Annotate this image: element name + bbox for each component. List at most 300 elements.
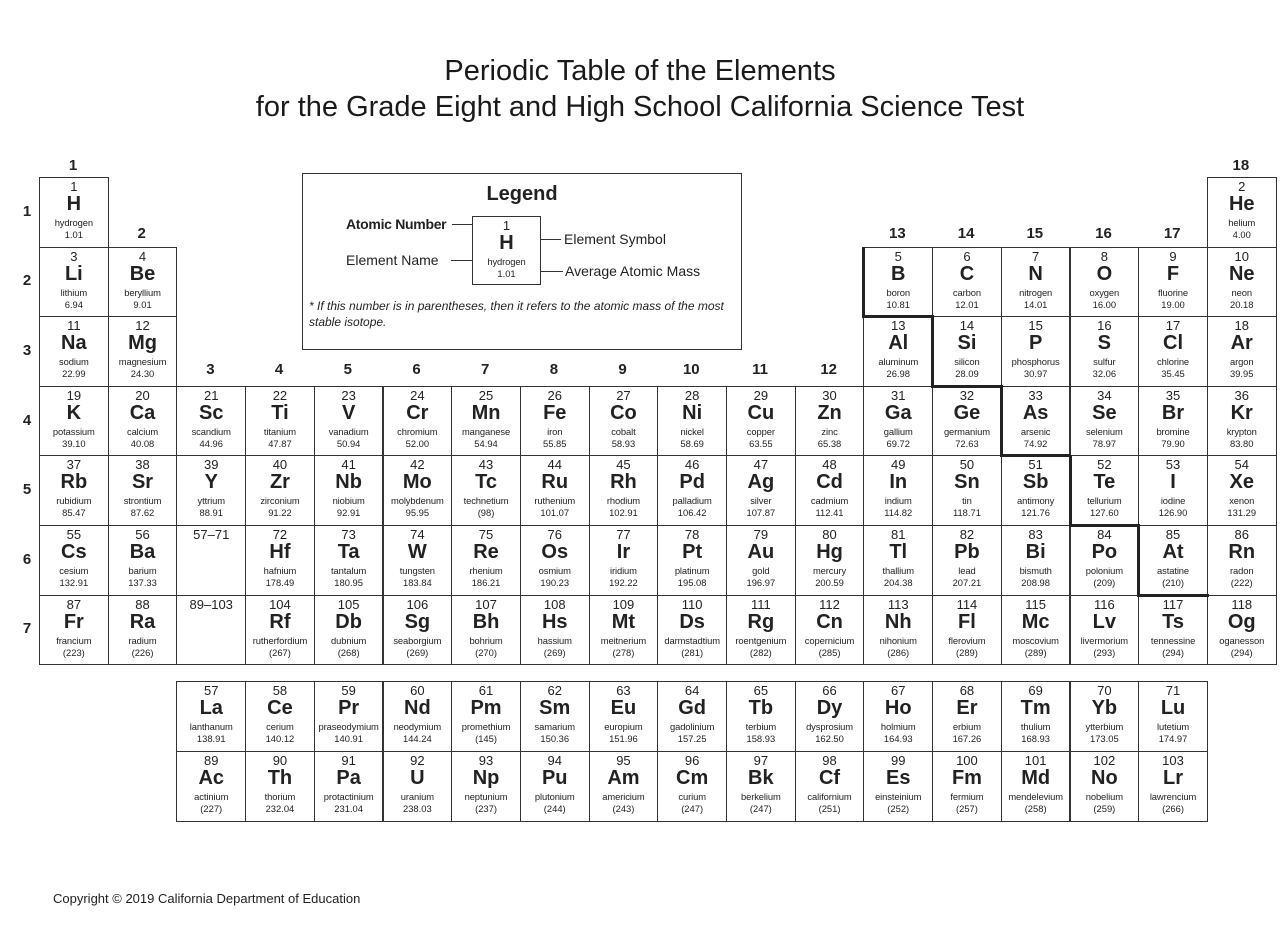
atomic-mass: 55.85	[543, 437, 567, 449]
element-cell-og	[1207, 595, 1277, 666]
atomic-mass: (227)	[200, 803, 223, 814]
atomic-mass: (210)	[1162, 577, 1184, 588]
atomic-number: 61	[478, 683, 494, 698]
atomic-number: 97	[753, 753, 769, 768]
atomic-number: 82	[959, 527, 975, 542]
element-cell-i	[1138, 455, 1208, 526]
atomic-mass: 9.01	[133, 298, 152, 310]
element-name: lanthanum	[189, 721, 233, 732]
legend-atomic-number-leader	[452, 224, 472, 225]
atomic-number: 42	[410, 457, 425, 473]
atomic-mass: 232.04	[265, 803, 295, 814]
element-name: praseodymium	[318, 721, 379, 732]
atomic-mass: 127.60	[1090, 507, 1119, 519]
element-cell-tb	[726, 681, 796, 752]
atomic-number: 33	[1028, 387, 1043, 403]
element-symbol: Ds	[679, 610, 705, 633]
element-cell-pu	[520, 751, 590, 822]
element-symbol: N	[1028, 262, 1043, 285]
element-name: neptunium	[464, 791, 508, 802]
atomic-number: 101	[1024, 753, 1047, 768]
element-name: oxygen	[1089, 286, 1120, 298]
atomic-number: 70	[1097, 683, 1112, 698]
element-name: potassium	[52, 425, 95, 437]
element-cell-ca	[108, 386, 178, 457]
element-cell-te	[1070, 455, 1140, 526]
element-symbol: Cu	[747, 401, 775, 424]
element-symbol: U	[410, 767, 425, 789]
element-cell-kr	[1207, 386, 1277, 457]
element-cell-al	[863, 316, 933, 387]
atomic-number: 113	[887, 596, 909, 612]
atomic-mass: (269)	[406, 646, 429, 658]
atomic-mass: 92.91	[336, 507, 361, 519]
element-name: vanadium	[328, 425, 369, 437]
element-symbol: Ni	[682, 401, 703, 424]
element-name: lutetium	[1157, 721, 1190, 732]
element-symbol: Xe	[1229, 471, 1254, 494]
atomic-number: 81	[891, 527, 906, 542]
atomic-number: 73	[341, 527, 356, 542]
atomic-number: 29	[753, 387, 769, 403]
element-name: technetium	[463, 495, 509, 507]
element-name: zirconium	[260, 495, 300, 507]
atomic-number: 94	[547, 753, 562, 768]
element-symbol: Ca	[129, 401, 156, 424]
atomic-mass: 50.94	[336, 437, 361, 449]
atomic-mass: (285)	[818, 646, 841, 658]
element-cell-tl	[863, 525, 933, 596]
copyright-notice: Copyright © 2019 California Department of Education	[53, 891, 361, 906]
legend-title: Legend	[486, 183, 558, 205]
group-number-18: 18	[1232, 157, 1250, 174]
element-name: holmium	[880, 721, 916, 732]
atomic-mass: (281)	[681, 646, 704, 658]
element-symbol: Cr	[406, 401, 429, 424]
atomic-mass: 168.93	[1021, 733, 1050, 744]
element-cell-fm	[932, 751, 1002, 822]
atomic-number: 34	[1097, 387, 1112, 403]
atomic-mass: 12.01	[955, 298, 979, 310]
element-symbol: Th	[267, 767, 293, 789]
element-name: lead	[958, 565, 976, 576]
element-cell-cm	[657, 751, 727, 822]
atomic-number: 7	[1032, 248, 1040, 264]
atomic-mass: 65.38	[817, 437, 842, 449]
element-name: krypton	[1226, 425, 1257, 437]
atomic-mass: 22.99	[62, 368, 86, 380]
legend-sample-number: 1	[502, 218, 511, 233]
atomic-number: 74	[410, 527, 425, 542]
atomic-mass: (268)	[337, 646, 360, 658]
element-symbol: Ne	[1228, 262, 1255, 285]
atomic-mass: 174.97	[1158, 733, 1188, 744]
element-name: promethium	[461, 721, 511, 732]
element-symbol: Ce	[267, 697, 293, 719]
atomic-mass: (252)	[887, 803, 910, 814]
element-name: uranium	[400, 791, 434, 802]
element-name: samarium	[534, 721, 575, 732]
atomic-number: 23	[341, 387, 356, 403]
element-cell-xe	[1207, 455, 1277, 526]
element-symbol: Fe	[543, 401, 567, 424]
atomic-mass: (266)	[1162, 803, 1184, 814]
element-symbol: Se	[1092, 401, 1117, 424]
atomic-number: 12	[135, 318, 150, 334]
element-name: titanium	[263, 425, 296, 437]
atomic-mass: 101.07	[540, 507, 570, 519]
period-number-3: 3	[22, 342, 32, 359]
element-cell-v	[314, 386, 384, 457]
atomic-number: 31	[891, 387, 906, 403]
group-number-6: 6	[412, 361, 421, 378]
metal-nonmetal-divider-segment	[1137, 594, 1209, 597]
element-symbol: Li	[64, 262, 83, 285]
atomic-mass: 178.49	[265, 577, 295, 588]
element-cell-ni	[657, 386, 727, 457]
atomic-number: 35	[1165, 387, 1181, 403]
element-name: tungsten	[399, 565, 435, 576]
atomic-mass: (293)	[1093, 646, 1116, 658]
atomic-number: 18	[1234, 318, 1249, 334]
atomic-mass: (243)	[612, 803, 635, 814]
legend-element-name-label: Element Name	[346, 252, 439, 268]
group-number-13: 13	[889, 225, 906, 242]
group-number-3: 3	[206, 361, 215, 378]
atomic-mass: 158.93	[746, 733, 776, 744]
atomic-mass: 126.90	[1158, 507, 1188, 519]
atomic-number: 78	[684, 527, 700, 542]
element-cell-hg	[795, 525, 865, 596]
element-symbol: Ti	[271, 401, 289, 424]
element-name: rubidium	[56, 495, 92, 507]
atomic-mass: 173.05	[1090, 733, 1119, 744]
group-number-11: 11	[752, 361, 768, 378]
atomic-mass: 195.08	[677, 577, 707, 588]
element-name: xenon	[1229, 495, 1255, 507]
element-cell-mn	[451, 386, 521, 457]
element-cell-pr	[314, 681, 384, 752]
atomic-number: 2	[1238, 179, 1246, 194]
element-name: hydrogen	[54, 217, 93, 228]
element-cell-ac	[176, 751, 246, 822]
atomic-number: 17	[1165, 318, 1181, 334]
element-symbol: Bi	[1025, 541, 1046, 563]
element-symbol: Hg	[816, 541, 843, 563]
element-cell-cl	[1138, 316, 1208, 387]
atomic-number: 27	[616, 387, 631, 403]
element-symbol: Mg	[128, 332, 157, 355]
atomic-mass: 164.93	[883, 733, 913, 744]
element-symbol: Be	[129, 262, 156, 285]
element-symbol: Ts	[1162, 610, 1184, 633]
element-cell-ti	[245, 386, 315, 457]
atomic-number: 105	[337, 596, 360, 612]
element-name: roentgenium	[735, 634, 787, 646]
atomic-number: 96	[684, 753, 700, 768]
atomic-mass: (247)	[749, 803, 772, 814]
element-name: argon	[1229, 356, 1254, 368]
element-name: cadmium	[810, 495, 849, 507]
element-symbol: Cl	[1163, 332, 1184, 355]
element-cell-rh	[589, 455, 659, 526]
element-symbol: Lr	[1163, 767, 1184, 789]
atomic-mass: 28.09	[955, 368, 979, 380]
atomic-number: 45	[616, 457, 631, 473]
atomic-number: 3	[70, 248, 78, 264]
element-name: fermium	[950, 791, 984, 802]
element-cell-co	[589, 386, 659, 457]
atomic-number: 84	[1097, 527, 1112, 542]
atomic-mass: 162.50	[815, 733, 844, 744]
atomic-mass: 186.21	[471, 577, 501, 588]
element-symbol: Al	[888, 332, 909, 355]
atomic-mass: 58.69	[680, 437, 704, 449]
element-cell-cf	[795, 751, 865, 822]
legend-average-mass-leader	[541, 271, 563, 272]
group-number-5: 5	[343, 361, 352, 378]
element-cell-y	[176, 455, 246, 526]
element-name: livermorium	[1080, 634, 1129, 646]
element-cell-sc	[176, 386, 246, 457]
group-number-17: 17	[1163, 225, 1181, 242]
element-symbol: Os	[541, 541, 569, 563]
element-name: beryllium	[124, 286, 161, 298]
element-cell-mg	[108, 316, 178, 387]
atomic-mass: 69.72	[886, 437, 910, 449]
element-name: germanium	[943, 425, 990, 437]
element-cell-cn	[795, 595, 865, 666]
element-cell-lr	[1138, 751, 1208, 822]
element-name: niobium	[332, 495, 365, 507]
element-symbol: Cm	[676, 767, 709, 789]
atomic-mass: (209)	[1093, 577, 1116, 588]
atomic-mass: (294)	[1230, 646, 1253, 658]
atomic-number: 83	[1028, 527, 1043, 542]
placeholder-range: 89–103	[189, 596, 233, 612]
element-cell-n	[1001, 247, 1071, 318]
element-symbol: Ru	[541, 471, 569, 494]
atomic-number: 57	[204, 683, 219, 698]
atomic-mass: 74.92	[1023, 437, 1048, 449]
element-name: californium	[807, 791, 852, 802]
element-name: iron	[547, 425, 563, 437]
atomic-number: 63	[616, 683, 631, 698]
element-symbol: Re	[473, 541, 499, 563]
element-symbol: Bh	[472, 610, 500, 633]
element-symbol: C	[959, 262, 975, 285]
actinide-placeholder-cell	[176, 595, 246, 666]
atomic-mass: 83.80	[1230, 437, 1254, 449]
atomic-mass: 78.97	[1092, 437, 1117, 449]
element-cell-pb	[932, 525, 1002, 596]
element-cell-br	[1138, 386, 1208, 457]
element-name: curium	[678, 791, 706, 802]
element-cell-bi	[1001, 525, 1071, 596]
atomic-mass: 137.33	[128, 577, 157, 588]
element-cell-u	[383, 751, 453, 822]
element-name: copernicium	[804, 634, 855, 646]
atomic-number: 4	[138, 248, 147, 264]
metal-nonmetal-divider-segment	[862, 315, 934, 318]
atomic-mass: 26.98	[886, 368, 910, 380]
element-cell-f	[1138, 247, 1208, 318]
element-name: gallium	[883, 425, 913, 437]
element-symbol: Lu	[1160, 697, 1186, 719]
atomic-number: 99	[891, 753, 906, 768]
page-title: Periodic Table of the Elements	[444, 55, 836, 87]
period-number-2: 2	[22, 272, 32, 290]
atomic-mass: 121.76	[1021, 507, 1050, 519]
element-name: plutonium	[534, 791, 575, 802]
element-cell-mt	[589, 595, 659, 666]
element-name: einsteinium	[875, 791, 922, 802]
element-name: hafnium	[263, 565, 297, 576]
element-name: darmstadtium	[664, 634, 720, 646]
metal-nonmetal-divider-segment	[1000, 454, 1072, 457]
element-cell-dy	[795, 681, 865, 752]
element-symbol: Ag	[747, 471, 775, 494]
element-name: calcium	[126, 425, 159, 437]
element-name: platinum	[674, 565, 710, 576]
period-number-4: 4	[22, 411, 32, 429]
atomic-number: 117	[1162, 596, 1184, 612]
element-cell-c	[932, 247, 1002, 318]
element-cell-si	[932, 316, 1002, 387]
element-cell-lu	[1138, 681, 1208, 752]
element-symbol: Cs	[61, 541, 87, 563]
atomic-mass: 20.18	[1230, 298, 1254, 310]
atomic-mass: 180.95	[334, 577, 363, 588]
atomic-number: 116	[1093, 596, 1115, 612]
element-cell-la	[176, 681, 246, 752]
element-symbol: Tb	[748, 697, 774, 719]
element-name: dubnium	[331, 634, 367, 646]
element-cell-cr	[383, 386, 453, 457]
element-cell-pt	[657, 525, 727, 596]
element-name: helium	[1228, 217, 1256, 228]
element-symbol: Co	[610, 401, 637, 424]
element-name: seaborgium	[393, 634, 442, 646]
element-cell-ts	[1138, 595, 1208, 666]
element-cell-be	[108, 247, 178, 318]
atomic-mass: 138.91	[196, 733, 226, 744]
element-symbol: Tm	[1020, 697, 1051, 719]
atomic-number: 60	[410, 683, 425, 698]
atomic-mass: 114.82	[884, 507, 913, 519]
metal-nonmetal-divider-segment	[1000, 386, 1003, 457]
element-cell-nh	[863, 595, 933, 666]
element-name: tantalum	[331, 565, 367, 576]
element-symbol: Sb	[1022, 471, 1049, 494]
element-symbol: Mt	[611, 610, 636, 633]
legend-average-mass-label: Average Atomic Mass	[565, 263, 701, 279]
atomic-number: 80	[822, 527, 837, 542]
element-name: thulium	[1020, 721, 1051, 732]
element-symbol: Kr	[1230, 401, 1253, 424]
atomic-mass: 150.36	[540, 733, 570, 744]
atomic-number: 8	[1100, 248, 1108, 264]
element-name: silicon	[954, 356, 980, 368]
element-name: protactinium	[323, 791, 374, 802]
page-subtitle: for the Grade Eight and High School California Science Test	[255, 91, 1025, 123]
atomic-number: 15	[1028, 318, 1043, 334]
element-name: thorium	[264, 791, 296, 802]
element-name: chromium	[397, 425, 438, 437]
element-name: terbium	[745, 721, 777, 732]
element-name: strontium	[123, 495, 162, 507]
element-symbol: Ga	[884, 401, 912, 424]
element-symbol: At	[1162, 541, 1184, 563]
atomic-mass: (244)	[543, 803, 566, 814]
element-name: flerovium	[948, 634, 986, 646]
legend-box	[302, 173, 742, 350]
element-name: meitnerium	[600, 634, 647, 646]
atomic-number: 52	[1097, 457, 1112, 473]
element-symbol: Gd	[678, 697, 707, 719]
atomic-mass: (237)	[475, 803, 497, 814]
element-cell-k	[39, 386, 109, 457]
element-symbol: O	[1096, 262, 1113, 285]
atomic-mass: 40.08	[130, 437, 155, 449]
element-cell-eu	[589, 681, 659, 752]
group-number-12: 12	[820, 361, 838, 378]
legend-sample-cell	[472, 216, 541, 285]
element-cell-p	[1001, 316, 1071, 387]
element-cell-h	[39, 177, 109, 248]
element-symbol: Pr	[338, 697, 360, 719]
atomic-number: 108	[543, 596, 566, 612]
element-cell-pa	[314, 751, 384, 822]
atomic-mass: (289)	[955, 646, 978, 658]
metal-nonmetal-divider-segment	[862, 247, 865, 318]
element-symbol: Np	[472, 767, 500, 789]
element-symbol: B	[891, 262, 906, 285]
atomic-mass: 107.87	[746, 507, 776, 519]
atomic-mass: (226)	[131, 646, 154, 658]
atomic-number: 77	[616, 527, 631, 542]
atomic-number: 75	[478, 527, 494, 542]
element-symbol: F	[1166, 262, 1180, 285]
atomic-mass: (247)	[681, 803, 704, 814]
atomic-number: 44	[547, 457, 562, 473]
element-symbol: Og	[1227, 610, 1256, 633]
atomic-number: 40	[272, 457, 288, 473]
element-cell-gd	[657, 681, 727, 752]
element-symbol: Hf	[269, 541, 291, 563]
element-cell-se	[1070, 386, 1140, 457]
element-symbol: Sm	[539, 697, 571, 719]
atomic-mass: 10.81	[886, 298, 910, 310]
element-name: astatine	[1157, 565, 1190, 576]
element-name: thallium	[882, 565, 914, 576]
element-name: tellurium	[1087, 495, 1122, 507]
element-symbol: Pa	[336, 767, 361, 789]
element-symbol: Mc	[1021, 610, 1050, 633]
atomic-mass: (145)	[475, 733, 497, 744]
period-number-7: 7	[22, 620, 32, 638]
element-cell-sr	[108, 455, 178, 526]
element-name: europium	[604, 721, 643, 732]
atomic-number: 88	[135, 596, 150, 612]
atomic-mass: (286)	[887, 646, 910, 658]
element-symbol: Au	[747, 541, 775, 563]
element-symbol: Zr	[269, 471, 290, 494]
atomic-number: 5	[894, 248, 902, 264]
element-symbol: P	[1028, 332, 1043, 355]
atomic-mass: 118.71	[952, 507, 981, 519]
element-symbol: V	[341, 401, 356, 424]
